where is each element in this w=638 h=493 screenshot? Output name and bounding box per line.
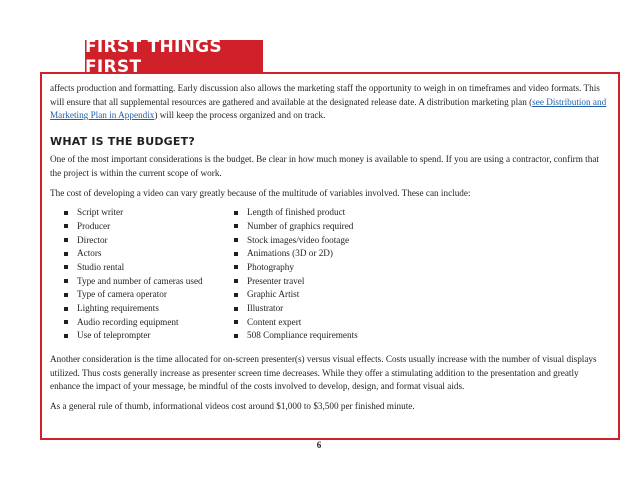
intro-text: affects production and formatting. Early discussion also allows the marketing staff the opportunity to weigh in on timeframes and video formats. This will ensure that all supplemental resources are gathered and available at the designated release date. A distribution marketing plan ( <box>50 83 600 107</box>
list-item: Producer <box>64 220 234 234</box>
budget-heading: WHAT IS THE BUDGET? <box>50 134 195 148</box>
list-item: Presenter travel <box>234 275 358 289</box>
list-item: Graphic Artist <box>234 288 358 302</box>
list-item: Audio recording equipment <box>64 316 234 330</box>
cost-list-left <box>64 206 234 343</box>
list-item: Actors <box>64 247 234 261</box>
list-item: Director <box>64 234 234 248</box>
list-item: Content expert <box>234 316 358 330</box>
section-tab <box>85 37 263 77</box>
list-item: Length of finished product <box>234 206 358 220</box>
budget-paragraph-2: The cost of developing a video can vary greatly because of the multitude of variables involved. These can include: <box>50 187 471 198</box>
cost-variables-lists <box>64 206 610 343</box>
list-item: Animations (3D or 2D) <box>234 247 358 261</box>
page-content <box>50 82 610 420</box>
list-item: Photography <box>234 261 358 275</box>
list-item: Use of teleprompter <box>64 329 234 343</box>
appendix-link[interactable]: see Distribution and Marketing Plan in Appendix <box>50 96 607 121</box>
list-item: Type of camera operator <box>64 288 234 302</box>
list-item: Type and number of cameras used <box>64 275 234 289</box>
budget-paragraph-1: One of the most important considerations is the budget. Be clear in how much money is available to spend. If you are using a contractor, confirm that the project is within the current scope of work. <box>50 154 599 178</box>
list-item: Script writer <box>64 206 234 220</box>
list-item: Lighting requirements <box>64 302 234 316</box>
list-item: Number of graphics required <box>234 220 358 234</box>
list-item: Illustrator <box>234 302 358 316</box>
section-title: FIRST THINGS FIRST <box>85 37 222 77</box>
budget-paragraph-3: Another consideration is the time allocated for on-screen presenter(s) versus visual effects. Costs usually increase with the number of visual displays utilized. Thus costs generally increase as presenter screen time decreases. While they offer a stimulating addition to the presentation and greatly enhance the impact of your message, be mindful of the costs involved to develop, design, and format visual aids. <box>50 354 597 392</box>
list-item: Stock images/video footage <box>234 234 358 248</box>
intro-text-end: ) will keep the process organized and on track. <box>154 110 326 121</box>
list-item: 508 Compliance requirements <box>234 329 358 343</box>
intro-paragraph <box>50 82 610 123</box>
budget-paragraph-4: As a general rule of thumb, informational videos cost around $1,000 to $3,500 per finished minute. <box>50 400 415 411</box>
page-number: 6 <box>316 440 322 450</box>
cost-list-right <box>234 206 358 343</box>
list-item: Studio rental <box>64 261 234 275</box>
